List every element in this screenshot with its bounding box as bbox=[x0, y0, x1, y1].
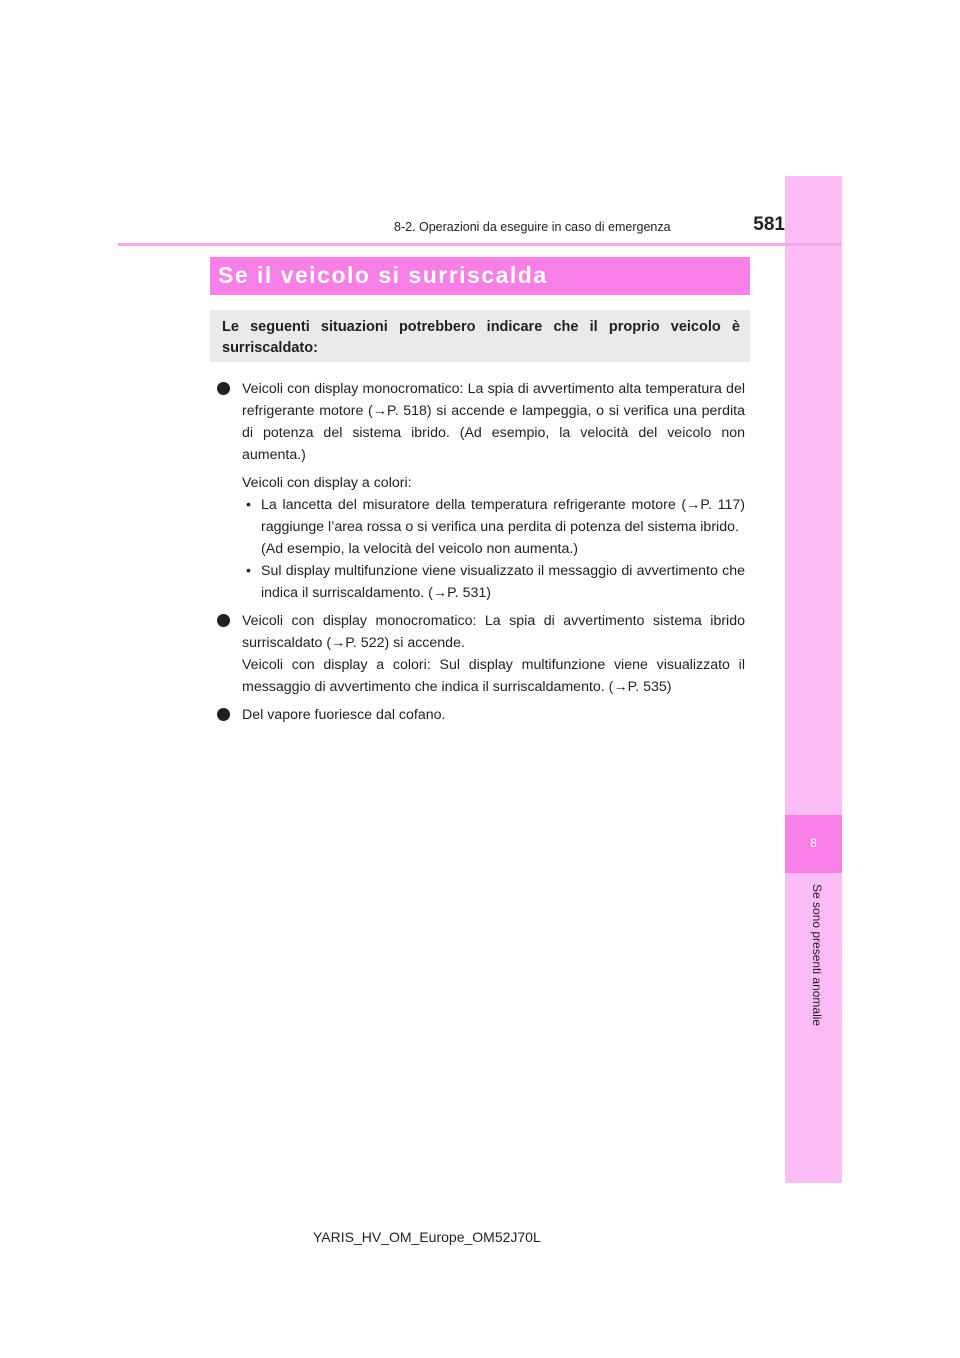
header-divider bbox=[118, 243, 842, 246]
sub-item-text: Sul display multifunzione viene visualizzato il messaggio di avvertimento che indica il surriscaldamento. (→P. 531) bbox=[261, 563, 745, 601]
bullet-text: Veicoli con display monocromatico: La spia di avvertimento alta temperatura del refrigerante motore (→P. 518) si accende e lampeggia, o si verifica una perdita di potenza del sistema ibrido. (Ad esempio, la velocità del veicolo non aumenta.) bbox=[242, 381, 745, 463]
bullet-text: Del vapore fuoriesce dal cofano. bbox=[242, 707, 446, 723]
page-title: Se il veicolo si surriscalda bbox=[218, 262, 548, 288]
sub-item-text: La lancetta del misuratore della temperatura refrigerante motore (→P. 117) raggiunge l’area rossa o si verifica una perdita di potenza del sistema ibrido. bbox=[261, 497, 745, 535]
intro-text: Le seguenti situazioni potrebbero indicare che il proprio veicolo è surriscaldato: bbox=[222, 319, 740, 356]
list-item bbox=[215, 704, 745, 726]
page-number: 581 bbox=[753, 214, 785, 235]
bullet-icon bbox=[217, 708, 230, 721]
title-bar bbox=[210, 257, 750, 295]
sub-list-item bbox=[242, 560, 745, 604]
sub-item-note: (Ad esempio, la velocità del veicolo non aumenta.) bbox=[261, 541, 579, 557]
intro-box bbox=[210, 310, 750, 362]
bullet-text: Veicoli con display monocromatico: La spia di avvertimento sistema ibrido surriscaldato (→P. 522) si accende. bbox=[242, 613, 745, 651]
list-item bbox=[215, 378, 745, 604]
section-header: 8-2. Operazioni da eseguire in caso di emergenza bbox=[394, 220, 671, 234]
list-item bbox=[215, 610, 745, 698]
chapter-title: Se sono presenti anomalie bbox=[810, 884, 824, 1027]
chapter-number: 8 bbox=[810, 836, 817, 850]
bullet-text-continued: Veicoli con display a colori: Sul display multifunzione viene visualizzato il messaggio di avvertimento che indica il surriscaldamento. (→P. 535) bbox=[242, 657, 745, 695]
bullet-icon bbox=[217, 382, 230, 395]
bullet-icon bbox=[217, 614, 230, 627]
color-display-intro: Veicoli con display a colori: bbox=[242, 475, 412, 491]
dot-icon: • bbox=[246, 497, 251, 513]
dot-icon: • bbox=[246, 563, 251, 579]
document-footer: YARIS_HV_OM_Europe_OM52J70L bbox=[313, 1229, 541, 1245]
sub-list-item bbox=[242, 494, 745, 560]
content-body bbox=[215, 378, 745, 732]
